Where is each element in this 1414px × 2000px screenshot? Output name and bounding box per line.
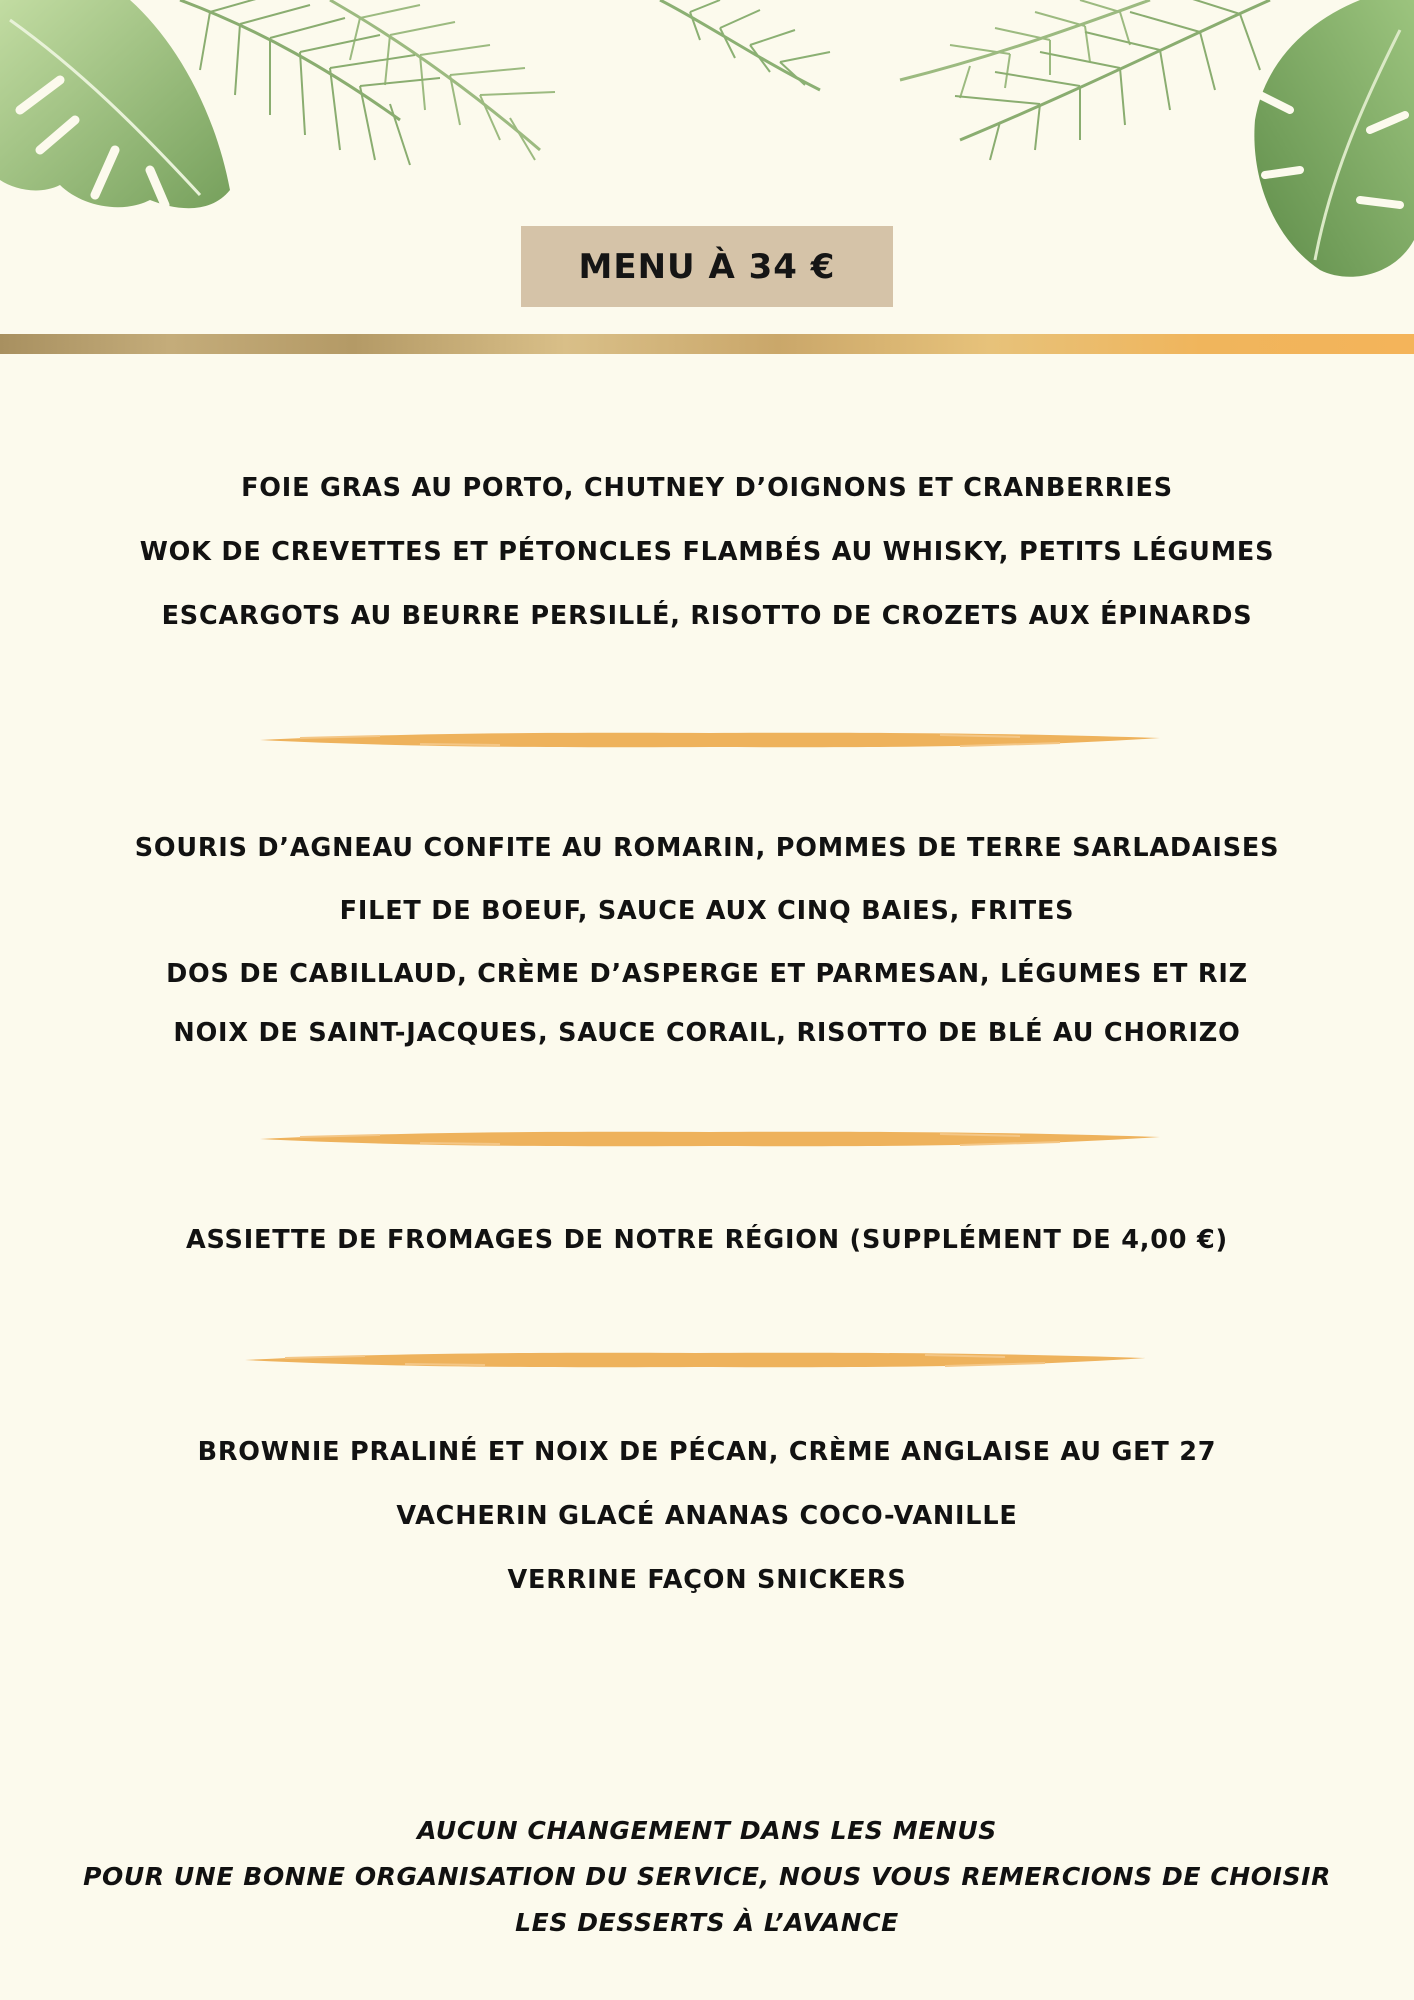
- menu-title-box: [521, 226, 893, 307]
- palm-frond-center: [660, 0, 830, 90]
- footer-note: [0, 1808, 1414, 1946]
- monstera-leaf-right: [1254, 0, 1414, 277]
- dessert-item: VACHERIN GLACÉ ANANAS COCO-VANILLE: [396, 1501, 1018, 1531]
- palm-frond-left-2: [330, 0, 555, 160]
- gold-brushstroke-divider: [245, 1342, 1145, 1378]
- footer-line: LES DESSERTS À L’AVANCE: [515, 1908, 899, 1937]
- footer-line: POUR UNE BONNE ORGANISATION DU SERVICE, NOUS VOUS REMERCIONS DE CHOISIR: [83, 1862, 1331, 1891]
- monstera-leaf-left: [0, 0, 230, 208]
- main-item: DOS DE CABILLAUD, CRÈME D’ASPERGE ET PARMESAN, LÉGUMES ET RIZ: [166, 959, 1248, 989]
- starter-item: FOIE GRAS AU PORTO, CHUTNEY D’OIGNONS ET CRANBERRIES: [241, 473, 1173, 503]
- menu-title: MENU À 34 €: [578, 246, 836, 287]
- gold-brushstroke-divider: [260, 722, 1160, 758]
- dessert-item: BROWNIE PRALINÉ ET NOIX DE PÉCAN, CRÈME ANGLAISE AU GET 27: [197, 1437, 1217, 1467]
- dessert-item: VERRINE FAÇON SNICKERS: [507, 1565, 907, 1595]
- footer-line: AUCUN CHANGEMENT DANS LES MENUS: [417, 1816, 997, 1845]
- palm-frond-left: [180, 0, 440, 165]
- desserts-section: [0, 1430, 1414, 1622]
- cheese-section: [0, 1218, 1414, 1262]
- starter-item: WOK DE CREVETTES ET PÉTONCLES FLAMBÉS AU WHISKY, PETITS LÉGUMES: [139, 537, 1275, 567]
- main-item: FILET DE BOEUF, SAUCE AUX CINQ BAIES, FRITES: [339, 896, 1075, 926]
- palm-frond-right: [955, 0, 1270, 160]
- starter-item: ESCARGOTS AU BEURRE PERSILLÉ, RISOTTO DE CROZETS AUX ÉPINARDS: [161, 601, 1253, 631]
- main-item: SOURIS D’AGNEAU CONFITE AU ROMARIN, POMMES DE TERRE SARLADAISES: [134, 833, 1280, 863]
- mains-section: [0, 826, 1414, 1074]
- starters-section: [0, 466, 1414, 658]
- main-item: NOIX DE SAINT-JACQUES, SAUCE CORAIL, RISOTTO DE BLÉ AU CHORIZO: [173, 1018, 1241, 1048]
- cheese-item: ASSIETTE DE FROMAGES DE NOTRE RÉGION (SUPPLÉMENT DE 4,00 €): [185, 1225, 1228, 1255]
- palm-frond-right-2: [900, 0, 1150, 98]
- gold-brushstroke-divider: [260, 1121, 1160, 1157]
- gold-foil-band: [0, 334, 1414, 354]
